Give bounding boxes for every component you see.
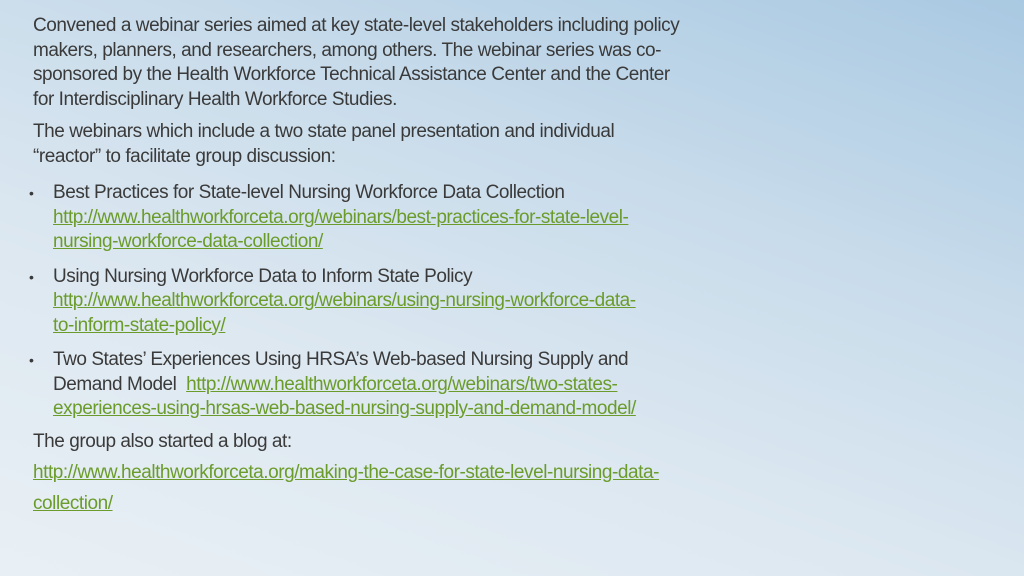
blog-text: The group also started a blog at: (33, 430, 292, 452)
webinar-item-state-policy (29, 265, 1013, 339)
webinar-link[interactable]: experiences-using-hrsas-web-based-nursing-supply-and-demand-model/ (53, 398, 636, 419)
webinar-title-cont: Demand Model (53, 373, 177, 395)
slide-content (29, 14, 1013, 519)
intro-line: for Interdisciplinary Health Workforce Studies. (33, 88, 397, 110)
intro-paragraph (33, 14, 1013, 112)
webinars-intro-line: The webinars which include a two state panel presentation and individual (33, 121, 615, 142)
webinar-title: Two States’ Experiences Using HRSA’s Web-based Nursing Supply and (53, 349, 629, 370)
webinar-link[interactable]: nursing-workforce-data-collection/ (53, 231, 323, 252)
webinar-title: Best Practices for State-level Nursing Workforce Data Collection (53, 182, 565, 203)
webinar-item-two-states (29, 348, 1013, 422)
webinar-link[interactable]: http://www.healthworkforceta.org/webinars/two-states- (186, 373, 618, 395)
webinar-title: Using Nursing Workforce Data to Inform State Policy (53, 265, 473, 287)
blog-paragraph (33, 426, 1013, 519)
webinars-intro-line: “reactor” to facilitate group discussion: (33, 145, 336, 167)
webinars-intro (33, 120, 1013, 169)
bullet-icon: • (29, 185, 34, 201)
webinar-link[interactable]: to-inform-state-policy/ (53, 314, 226, 336)
intro-line: makers, planners, and researchers, among others. The webinar series was co- (33, 39, 662, 61)
webinar-item-best-practices (29, 181, 1013, 255)
blog-link[interactable]: http://www.healthworkforceta.org/making-the-case-for-state-level-nursing-data- (33, 461, 659, 483)
bullet-icon: • (29, 268, 34, 285)
intro-line: sponsored by the Health Workforce Technical Assistance Center and the Center (33, 64, 670, 85)
webinar-link[interactable]: http://www.healthworkforceta.org/webinars/using-nursing-workforce-data- (53, 290, 636, 311)
bullet-icon: • (29, 352, 34, 368)
blog-link[interactable]: collection/ (33, 492, 113, 514)
intro-line: Convened a webinar series aimed at key state-level stakeholders including policy (33, 15, 680, 36)
webinar-link[interactable]: http://www.healthworkforceta.org/webinars/best-practices-for-state-level- (53, 206, 629, 228)
